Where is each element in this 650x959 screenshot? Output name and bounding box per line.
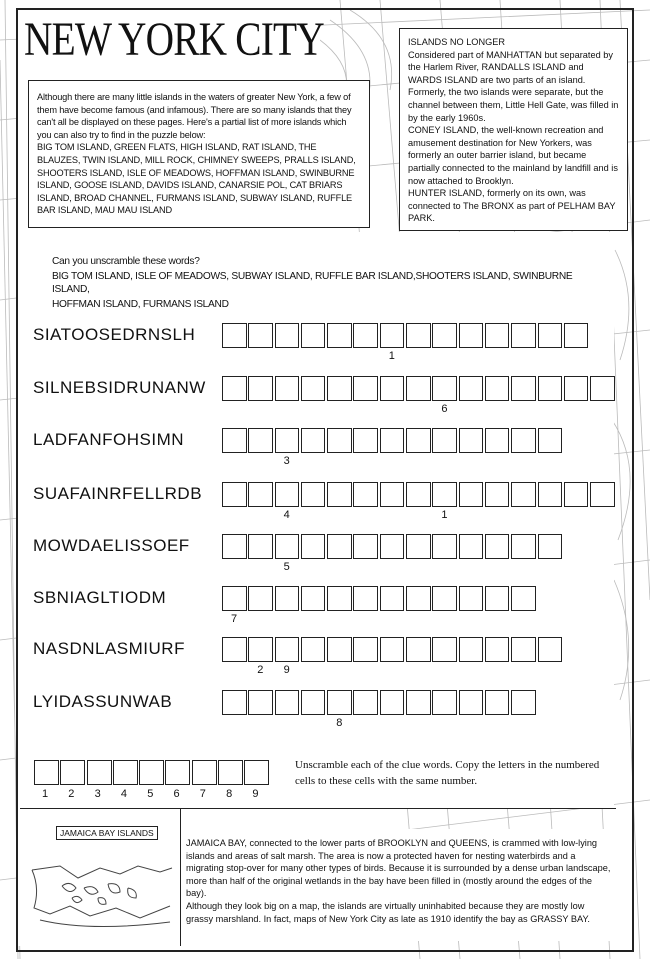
- letter-cell[interactable]: [248, 376, 273, 401]
- letter-cell[interactable]: [301, 428, 326, 453]
- letter-cell[interactable]: [406, 534, 431, 559]
- letter-cell[interactable]: [380, 637, 405, 662]
- answer-row-4: [222, 482, 616, 507]
- letter-cell[interactable]: [353, 534, 378, 559]
- letter-cell[interactable]: [511, 534, 536, 559]
- question-line2: BIG TOM ISLAND, ISLE OF MEADOWS, SUBWAY ISLAND, RUFFLE BAR ISLAND,SHOOTERS ISLAND, SWINBURNE ISLAND,: [52, 271, 573, 295]
- letter-cell[interactable]: [432, 637, 457, 662]
- letter-cell[interactable]: [275, 323, 300, 348]
- letter-cell[interactable]: [459, 586, 484, 611]
- jamaica-p1: JAMAICA BAY, connected to the lower parts of BROOKLYN and QUEENS, is crammed with low-lying islands and areas of salt marsh. The area is now a protected haven for nesting waterbirds and a migrating stop-over for many other types of birds. Because it is surrounded by a dense urban landscape, more than half of the original wetlands in the bay have been filled in (mostly around the edges of the bay).: [186, 838, 611, 899]
- letter-cell[interactable]: [353, 482, 378, 507]
- letter-cell[interactable]: [406, 637, 431, 662]
- letter-cell[interactable]: [564, 482, 589, 507]
- letter-cell[interactable]: [406, 586, 431, 611]
- letter-cell[interactable]: [459, 690, 484, 715]
- question-line3: HOFFMAN ISLAND, FURMANS ISLAND: [52, 299, 229, 310]
- letter-cell[interactable]: [248, 534, 273, 559]
- letter-cell[interactable]: [590, 376, 615, 401]
- letter-cell[interactable]: [590, 482, 615, 507]
- answer-row-3: [222, 428, 564, 453]
- final-letter-cell[interactable]: [87, 760, 112, 785]
- cell-number: 7: [231, 613, 238, 625]
- letter-cell[interactable]: [406, 323, 431, 348]
- final-letter-cell[interactable]: [34, 760, 59, 785]
- letter-cell[interactable]: [538, 534, 563, 559]
- final-letter-cell[interactable]: [218, 760, 243, 785]
- map-label: JAMAICA BAY ISLANDS: [56, 826, 158, 840]
- letter-cell[interactable]: [538, 637, 563, 662]
- jamaica-p2: Although they look big on a map, the islands are virtually uninhabited because they are mostly low grassy marshland. In fact, maps of New York City as late as 1910 identify the bay as GRASSY BAY.: [186, 900, 590, 924]
- letter-cell[interactable]: [248, 482, 273, 507]
- letter-cell[interactable]: [459, 637, 484, 662]
- cell-number: 1: [441, 509, 448, 521]
- final-cell-number: 9: [252, 788, 259, 800]
- letter-cell[interactable]: [275, 376, 300, 401]
- letter-cell[interactable]: [380, 534, 405, 559]
- letter-cell[interactable]: [406, 376, 431, 401]
- letter-cell[interactable]: [353, 690, 378, 715]
- letter-cell[interactable]: [222, 376, 247, 401]
- letter-cell[interactable]: [301, 586, 326, 611]
- jamaica-bay-box: [180, 829, 618, 941]
- letter-cell[interactable]: [222, 323, 247, 348]
- letter-cell[interactable]: [485, 586, 510, 611]
- letter-cell[interactable]: [538, 323, 563, 348]
- scrambled-word-3: LADFANFOHSIMN: [33, 430, 185, 449]
- scrambled-word-8: LYIDASSUNWAB: [33, 692, 173, 711]
- letter-cell[interactable]: [327, 690, 352, 715]
- letter-cell[interactable]: [485, 376, 510, 401]
- letter-cell[interactable]: [222, 637, 247, 662]
- letter-cell[interactable]: [432, 690, 457, 715]
- letter-cell[interactable]: [459, 376, 484, 401]
- final-cell-number: 7: [199, 788, 206, 800]
- answer-cells: [34, 760, 271, 785]
- letter-cell[interactable]: [353, 323, 378, 348]
- cell-number: 2: [257, 664, 264, 676]
- cell-number: 1: [388, 350, 395, 362]
- letter-cell[interactable]: [327, 534, 352, 559]
- letter-cell[interactable]: [327, 482, 352, 507]
- intro-island-list: BIG TOM ISLAND, GREEN FLATS, HIGH ISLAND, RAT ISLAND, THE BLAUZES, TWIN ISLAND, MILL ROCK, CHIMNEY SWEEPS, PRALLS ISLAND, SHOOTERS ISLAND, ISLE OF MEADOWS, HOFFMAN ISLAND, SWINBURNE ISLAND, GOOSE ISLAND, DAVIDS ISLAND, CANARSIE POL, CAT BRIARS ISLAND, BROAD CHANNEL, FURMANS ISLAND, SUBWAY ISLAND, RUFFLE BAR ISLAND, MAU MAU ISLAND: [37, 142, 356, 216]
- letter-cell[interactable]: [432, 534, 457, 559]
- letter-cell[interactable]: [511, 428, 536, 453]
- letter-cell[interactable]: [327, 637, 352, 662]
- final-cell-number: 8: [226, 788, 233, 800]
- final-cell-number: 2: [68, 788, 75, 800]
- letter-cell[interactable]: [485, 482, 510, 507]
- cell-number: 4: [283, 509, 290, 521]
- letter-cell[interactable]: [511, 690, 536, 715]
- letter-cell[interactable]: [353, 428, 378, 453]
- letter-cell[interactable]: [380, 586, 405, 611]
- cell-number: 5: [283, 561, 290, 573]
- letter-cell[interactable]: [459, 482, 484, 507]
- cell-number: 6: [441, 403, 448, 415]
- map-divider: [180, 808, 181, 946]
- letter-cell[interactable]: [222, 690, 247, 715]
- answer-row-5: [222, 534, 564, 559]
- letter-cell[interactable]: [485, 637, 510, 662]
- letter-cell[interactable]: [222, 482, 247, 507]
- answer-row-8: [222, 690, 538, 715]
- letter-cell[interactable]: [432, 428, 457, 453]
- letter-cell[interactable]: [511, 586, 536, 611]
- answer-row-7: [222, 637, 564, 662]
- letter-cell[interactable]: [511, 323, 536, 348]
- letter-cell[interactable]: [327, 323, 352, 348]
- letter-cell[interactable]: [275, 534, 300, 559]
- final-cell-number: 4: [120, 788, 128, 800]
- cell-number: 3: [283, 455, 290, 467]
- intro-text: Although there are many little islands in the waters of greater New York, a few of them have become famous (and infamous). There are so many islands that they can't all be displayed on these pages. Here's a partial list of more islands which you can also try to find in the puzzle below:: [37, 92, 352, 140]
- letter-cell[interactable]: [301, 534, 326, 559]
- scrambled-word-5: MOWDAELISSOEF: [33, 536, 190, 555]
- final-letter-cell[interactable]: [244, 760, 269, 785]
- letter-cell[interactable]: [222, 428, 247, 453]
- final-letter-cell[interactable]: [113, 760, 138, 785]
- final-letter-cell[interactable]: [192, 760, 217, 785]
- letter-cell[interactable]: [511, 637, 536, 662]
- islands-no-longer-p2: CONEY ISLAND, the well-known recreation and amusement destination for New Yorkers, was formerly an outer barrier island, but became partially connected to the mainland by landfill and is now attached to Brooklyn.: [408, 125, 618, 186]
- letter-cell[interactable]: [275, 482, 300, 507]
- scrambled-word-1: SIATOOSEDRNSLH: [33, 325, 196, 344]
- letter-cell[interactable]: [327, 428, 352, 453]
- letter-cell[interactable]: [564, 323, 589, 348]
- letter-cell[interactable]: [406, 428, 431, 453]
- letter-cell[interactable]: [564, 376, 589, 401]
- scrambled-word-4: SUAFAINRFELLRDB: [33, 484, 203, 503]
- letter-cell[interactable]: [380, 376, 405, 401]
- answer-row-6: [222, 586, 538, 611]
- letter-cell[interactable]: [275, 637, 300, 662]
- final-cell-number: 5: [147, 788, 154, 800]
- final-letter-cell[interactable]: [139, 760, 164, 785]
- letter-cell[interactable]: [301, 482, 326, 507]
- letter-cell[interactable]: [248, 323, 273, 348]
- letter-cell[interactable]: [353, 586, 378, 611]
- letter-cell[interactable]: [301, 690, 326, 715]
- cell-number: 8: [336, 717, 343, 729]
- letter-cell[interactable]: [406, 690, 431, 715]
- letter-cell[interactable]: [380, 482, 405, 507]
- letter-cell[interactable]: [485, 534, 510, 559]
- scrambled-word-6: SBNIAGLTIODM: [33, 588, 167, 607]
- islands-no-longer-p1: Considered part of MANHATTAN but separated by the Harlem River, RANDALLS ISLAND and WARDS ISLAND are two parts of an island. Formerly, the two islands were separate, but the channel between them, Little Hell Gate, was filled in by the early 1960s.: [408, 49, 619, 123]
- letter-cell[interactable]: [380, 323, 405, 348]
- page-title: NEW YORK CITY: [24, 13, 324, 66]
- bottom-divider: [20, 808, 616, 809]
- letter-cell[interactable]: [248, 637, 273, 662]
- letter-cell[interactable]: [248, 586, 273, 611]
- islands-no-longer-p3: HUNTER ISLAND, formerly on its own, was connected to The BRONX as part of PELHAM BAY PARK.: [408, 188, 616, 224]
- letter-cell[interactable]: [538, 428, 563, 453]
- final-cell-number: 6: [173, 788, 180, 800]
- letter-cell[interactable]: [353, 376, 378, 401]
- letter-cell[interactable]: [248, 428, 273, 453]
- letter-cell[interactable]: [485, 428, 510, 453]
- intro-box: [28, 80, 370, 228]
- letter-cell[interactable]: [485, 323, 510, 348]
- letter-cell[interactable]: [222, 534, 247, 559]
- cell-number: 9: [283, 664, 290, 676]
- letter-cell[interactable]: [432, 586, 457, 611]
- final-letter-cell[interactable]: [60, 760, 85, 785]
- question-line1: Can you unscramble these words?: [52, 256, 200, 267]
- answer-row-2: [222, 376, 616, 401]
- letter-cell[interactable]: [301, 637, 326, 662]
- letter-cell[interactable]: [511, 482, 536, 507]
- scrambled-word-2: SILNEBSIDRUNANW: [33, 378, 206, 397]
- letter-cell[interactable]: [327, 376, 352, 401]
- letter-cell[interactable]: [432, 376, 457, 401]
- puzzle-area: [18, 232, 614, 808]
- islands-no-longer-heading: ISLANDS NO LONGER: [408, 37, 506, 47]
- letter-cell[interactable]: [459, 323, 484, 348]
- letter-cell[interactable]: [432, 323, 457, 348]
- islands-no-longer-box: [399, 28, 628, 231]
- letter-cell[interactable]: [538, 376, 563, 401]
- letter-cell[interactable]: [327, 586, 352, 611]
- letter-cell[interactable]: [459, 534, 484, 559]
- letter-cell[interactable]: [406, 482, 431, 507]
- letter-cell[interactable]: [538, 482, 563, 507]
- letter-cell[interactable]: [380, 690, 405, 715]
- letter-cell[interactable]: [432, 482, 457, 507]
- unscramble-question: [52, 253, 612, 314]
- letter-cell[interactable]: [248, 690, 273, 715]
- letter-cell[interactable]: [301, 376, 326, 401]
- final-letter-cell[interactable]: [165, 760, 190, 785]
- scrambled-word-7: NASDNLASMIURF: [33, 639, 185, 658]
- letter-cell[interactable]: [301, 323, 326, 348]
- letter-cell[interactable]: [459, 428, 484, 453]
- letter-cell[interactable]: [511, 376, 536, 401]
- letter-cell[interactable]: [222, 586, 247, 611]
- letter-cell[interactable]: [275, 428, 300, 453]
- letter-cell[interactable]: [485, 690, 510, 715]
- instructions: Unscramble each of the clue words. Copy the letters in the numbered cells to these cells with the same number.: [295, 759, 600, 787]
- answer-row-1: [222, 323, 590, 348]
- letter-cell[interactable]: [275, 586, 300, 611]
- letter-cell[interactable]: [353, 637, 378, 662]
- final-cell-number: 1: [42, 788, 49, 800]
- letter-cell[interactable]: [275, 690, 300, 715]
- letter-cell[interactable]: [380, 428, 405, 453]
- final-cell-number: 3: [94, 788, 101, 800]
